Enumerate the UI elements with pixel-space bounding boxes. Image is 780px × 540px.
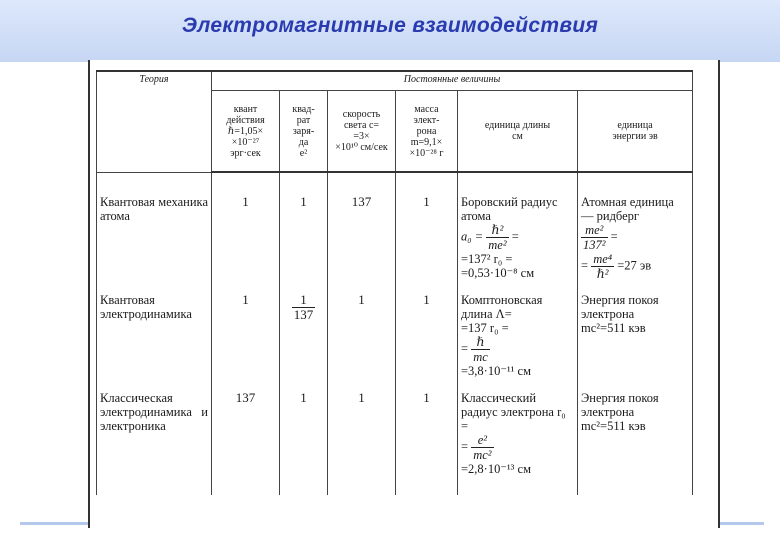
table-row-quantum-mechanics [97,172,693,283]
classical-radius-fraction: $\frac{\text{e²}}{\text{mc²}}$ [473,433,492,462]
compton-fraction: $\frac{\text{ℏ}}{mc}$ [473,335,488,364]
decorative-line-right [720,522,764,525]
row-mass-value: 1 [396,283,458,383]
rydberg-fraction: $\frac{\text{me²}}{\text{137²}}$ [583,223,606,252]
row-energy-unit: Энергия покоя электрона mc²=511 кэв [578,283,693,383]
row-length-unit: Классический радиус электрона r₀ = = $\frac{\text{e²}}{\text{mc²}}$ =2,8·10⁻¹³ см [458,383,578,495]
header-electron-mass: масса элект- рона m=9,1× ×10⁻²⁸ г [396,91,458,173]
slide-title: Электромагнитные взаимодействия [181,14,599,37]
row-speed-value: 137 [328,172,396,283]
row-energy-unit: Атомная единица — ридберг $\frac{\text{me²}}{\text{137²}}$ = = $\frac{\text{me⁴}}{\text{ℏ²}}$ =27 эв [578,172,693,283]
row-theory-label: Квантовая электродинамика [97,283,212,383]
row-planck-value: 137 [212,383,280,495]
row-planck-value: 1 [212,172,280,283]
header-constants-group: Постоянные величины [212,71,693,91]
row-speed-value: 1 [328,383,396,495]
decorative-line-left [20,522,92,525]
row-mass-value: 1 [396,172,458,283]
constants-table [96,70,693,495]
rydberg-fraction-2: $\frac{\text{me⁴}}{\text{ℏ²}}$ [593,252,613,281]
row-mass-value: 1 [396,383,458,495]
row-charge-value [280,283,328,383]
header-energy-unit: единица энергии эв [578,91,693,173]
header-planck-constant: квант действия ℏ=1,05× ×10⁻²⁷ эрг·сек [212,91,280,173]
table-row-classical-electrodynamics [97,383,693,495]
header-length-unit: единица длины см [458,91,578,173]
header-speed-of-light: скорость света c= =3× ×10¹⁰ см/сек [328,91,396,173]
row-charge-value: 1 [280,172,328,283]
row-energy-unit: Энергия покоя электрона mc²=511 кэв [578,383,693,495]
row-theory-label: Классическая электродинамика и электроника [97,383,212,495]
bohr-radius-fraction: $\frac{\text{ℏ²}}{\text{me²}}$ [488,223,507,252]
header-theory: Теория [97,71,212,172]
scanned-table-image [88,60,720,528]
header-charge-squared: квад- рат заря- да e² [280,91,328,173]
row-theory-label: Квантовая механика атома [97,172,212,283]
fine-structure-fraction: $\frac{1}{137}$ [293,292,314,322]
row-planck-value: 1 [212,283,280,383]
table-row-quantum-electrodynamics [97,283,693,383]
row-speed-value: 1 [328,283,396,383]
row-charge-value: 1 [280,383,328,495]
row-length-unit: Боровский радиус атома a₀ = $\frac{\text{ℏ²}}{\text{me²}}$ = =137² r₀ = =0,53·10⁻⁸ см [458,172,578,283]
row-length-unit: Комптоновская длина Λ= =137 r₀ = = $\frac{\text{ℏ}}{mc}$ =3,8·10⁻¹¹ см [458,283,578,383]
